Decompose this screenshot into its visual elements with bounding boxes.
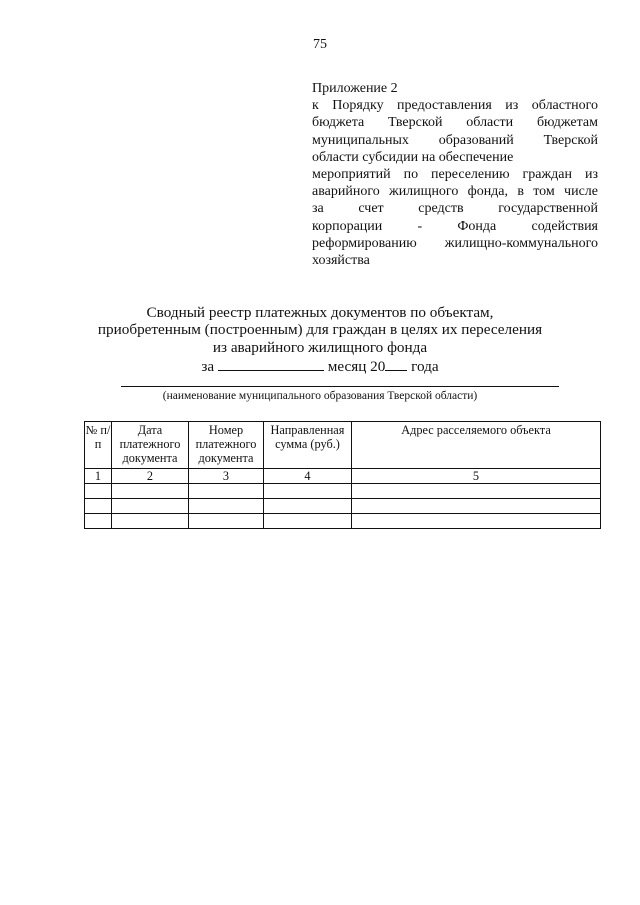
appendix-line: реформированию жилищно-коммунального <box>312 235 598 251</box>
column-number: 3 <box>189 469 264 484</box>
table-cell[interactable] <box>112 484 189 499</box>
appendix-line: хозяйства <box>312 253 370 269</box>
page-number: 75 <box>313 37 327 52</box>
column-header-number: № п/п <box>85 422 112 469</box>
table-row <box>85 514 601 529</box>
period-month-label: месяц 20 <box>327 358 386 375</box>
table-header-row <box>85 422 601 469</box>
appendix-line: к Порядку предоставления из областного <box>312 98 598 114</box>
document-title <box>0 304 640 356</box>
period-line <box>0 357 640 376</box>
table-row <box>85 499 601 514</box>
table-cell[interactable] <box>112 499 189 514</box>
column-header-date: Дата платежного документа <box>112 422 189 469</box>
municipality-blank-field[interactable] <box>121 386 559 387</box>
table-cell[interactable] <box>85 514 112 529</box>
month-blank-field[interactable] <box>218 357 324 371</box>
document-title-line: приобретенным (построенным) для граждан в целях их переселения <box>97 321 543 339</box>
document-title-line: Сводный реестр платежных документов по объектам, <box>146 304 494 321</box>
table-cell[interactable] <box>264 484 352 499</box>
table-cell[interactable] <box>112 514 189 529</box>
column-header-address: Адрес расселяемого объекта <box>352 422 601 469</box>
document-title-line: из аварийного жилищного фонда <box>212 338 428 356</box>
appendix-line: мероприятий по переселению граждан из <box>312 167 598 183</box>
table-cell[interactable] <box>352 484 601 499</box>
table-cell[interactable] <box>352 499 601 514</box>
column-number: 2 <box>112 469 189 484</box>
table-cell[interactable] <box>189 514 264 529</box>
table-cell[interactable] <box>189 499 264 514</box>
appendix-line: области субсидии на обеспечение <box>312 149 514 165</box>
appendix-line: за счет средств государственной <box>312 201 598 217</box>
appendix-line: корпорации - Фонда содействия <box>312 218 598 234</box>
table-row <box>85 484 601 499</box>
table-cell[interactable] <box>189 484 264 499</box>
appendix-title: Приложение 2 <box>312 81 398 96</box>
column-numbers-row <box>85 469 601 484</box>
year-blank-field[interactable] <box>385 357 407 371</box>
table-cell[interactable] <box>264 499 352 514</box>
table-cell[interactable] <box>85 499 112 514</box>
period-prefix: за <box>201 358 215 375</box>
appendix-line: бюджета Тверской области бюджетам <box>312 115 598 131</box>
column-header-amount: Направленная сумма (руб.) <box>264 422 352 469</box>
column-header-doc-number: Номер платежного документа <box>189 422 264 469</box>
registry-table <box>84 421 601 529</box>
appendix-line: муниципальных образований Тверской <box>312 132 598 148</box>
appendix-block <box>312 80 598 269</box>
column-number: 4 <box>264 469 352 484</box>
column-number: 1 <box>85 469 112 484</box>
period-suffix: года <box>411 358 439 375</box>
table-cell[interactable] <box>85 484 112 499</box>
municipality-caption: (наименование муниципального образования Тверской области) <box>162 390 478 402</box>
table-cell[interactable] <box>264 514 352 529</box>
appendix-line: аварийного жилищного фонда, в том числе <box>312 184 598 200</box>
column-number: 5 <box>352 469 601 484</box>
table-cell[interactable] <box>352 514 601 529</box>
